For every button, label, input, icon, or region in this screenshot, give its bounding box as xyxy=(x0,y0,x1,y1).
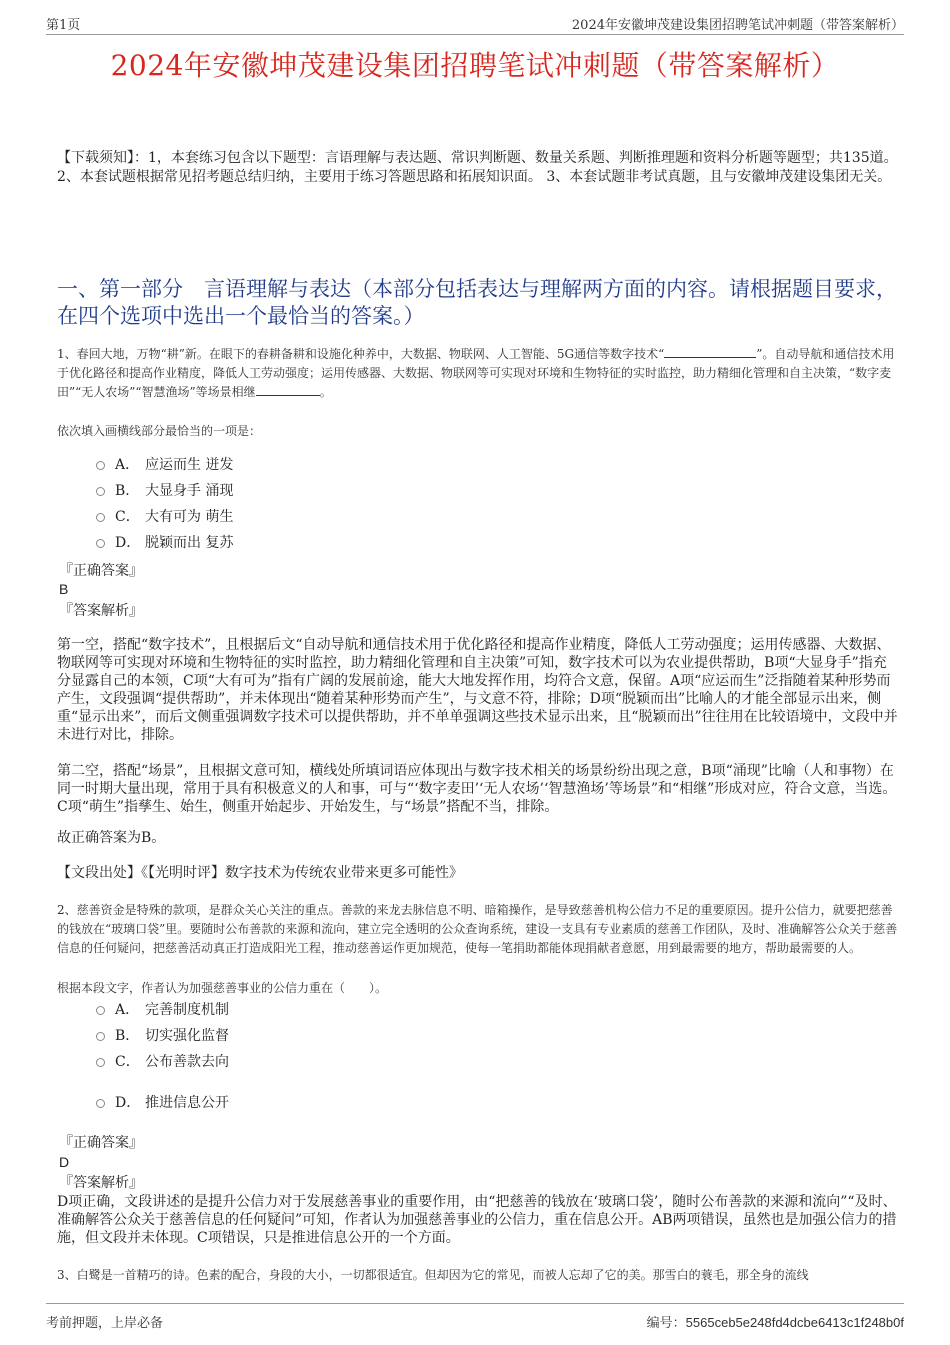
correct-answer: D xyxy=(59,1154,70,1170)
page-number: 第1页 xyxy=(46,18,81,33)
radio-icon[interactable] xyxy=(96,539,105,548)
page-footer xyxy=(46,1303,904,1334)
question-2-prompt: 根据本段文字，作者认为加强慈善事业的公信力重在（ ）。 xyxy=(57,981,388,995)
question-1-prompt: 依次填入画横线部分最恰当的一项是： xyxy=(57,424,262,438)
radio-icon[interactable] xyxy=(96,487,105,496)
radio-icon[interactable] xyxy=(96,513,105,522)
question-2-stem: 2、慈善资金是特殊的款项，是群众关心关注的重点。善款的来龙去脉信息不明、暗箱操作，是导致慈善机构公信力不足的重要原因。提升公信力，就要把慈善的钱放在“玻璃口袋”里。要随时公布善款的来源和流向，建立完全透明的公众查询系统，建设一支具有专业素质的慈善工作团队，及时、准确解答公众关于慈善信息的任何疑问，把慈善活动真正打造成阳光工程，推动慈善运作更加规范，使每一笔捐助都能体现捐献者意愿，用到最需要的地方，帮助最需要的人。 xyxy=(57,903,898,955)
option-a[interactable]: A． 应运而生 迸发 xyxy=(96,455,233,475)
analysis-label: 『答案解析』 xyxy=(59,1175,143,1191)
option-a[interactable]: A． 完善制度机制 xyxy=(96,1000,229,1020)
footer-slogan: 考前押题，上岸必备 xyxy=(46,1316,164,1331)
option-d[interactable]: D． 推进信息公开 xyxy=(96,1093,229,1113)
document-code: 编号：5565ceb5e248fd4dcbe6413c1f248b0f xyxy=(646,1315,904,1331)
analysis-paragraph-2: 第二空，搭配“场景”，且根据文意可知，横线处所填词语应体现出与数字技术相关的场景纷纷出现之意，B项“涌现”比喻（人和事物）在同一时期大量出现，常用于具有积极意义的人和事，可与“‘数字麦田’‘无人农场’‘智慧渔场’等场景”和“相继”形成对应，符合文意，当选。C项“萌生”指孳生、始生，侧重开始起步、开始发生，与“场景”搭配不当，排除。 xyxy=(57,763,897,815)
question-3-stem: 3、白鹭是一首精巧的诗。色素的配合，身段的大小，一切都很适宜。但却因为它的常见，而被人忘却了它的美。那雪白的蓑毛，那全身的流线 xyxy=(57,1268,809,1282)
option-c[interactable]: C． 公布善款去向 xyxy=(96,1052,229,1072)
option-d[interactable]: D． 脱颖而出 复苏 xyxy=(96,533,233,553)
header-doc-title: 2024年安徽坤茂建设集团招聘笔试冲刺题（带答案解析） xyxy=(571,18,904,33)
option-b[interactable]: B． 切实强化监督 xyxy=(96,1026,229,1046)
radio-icon[interactable] xyxy=(96,1006,105,1015)
correct-answer-label: 『正确答案』 xyxy=(59,563,143,579)
question-1-stem: 1、春回大地，万物“耕”新。在眼下的春耕备耕和设施化种养中，大数据、物联网、人工智能、5G通信等数字技术“ ”。自动导航和通信技术用于优化路径和提高作业精度，降低人工劳动强度；运用传感器、大数据、物联网等可实现对环境和生物特征的实时监控，助力精细化管理和自主决策，“数字麦田”“无人农场”“智慧渔场”等场景相继 。 xyxy=(57,347,895,399)
text-source: 【文段出处】《【光明时评】数字技术为传统农业带来更多可能性》 xyxy=(57,865,463,881)
section-heading: 一、第一部分 言语理解与表达（本部分包括表达与理解两方面的内容。请根据题目要求，在四个选项中选出一个最恰当的答案。） xyxy=(57,277,897,328)
fill-blank xyxy=(256,384,320,396)
analysis-paragraph-1: 第一空，搭配“数字技术”，且根据后文“自动导航和通信技术用于优化路径和提高作业精度，降低人工劳动强度；运用传感器、大数据、物联网等可实现对环境和生物特征的实时监控，助力精细化管理和自主决策”可知，数字技术可以为农业提供帮助，B项“大显身手”指充分显露自己的本领，C项“大有可为”指有广阔的发展前途，能大大地发挥作用，均符合文意，保留。A项“应运而生”泛指随着某种形势而产生，文段强调“提供帮助”，并未体现出“随着某种形势而产生”，与文意不符，排除；D项“脱颖而出”比喻人的才能全部显示出来，侧重“显示出来”，而后文侧重强调数字技术可以提供帮助，并不单单强调这些技术显示出来，且“脱颖而出”往往用在比较语境中，文段中并未进行对比，排除。 xyxy=(57,637,898,743)
document-title: 2024年安徽坤茂建设集团招聘笔试冲刺题（带答案解析） xyxy=(110,49,840,82)
radio-icon[interactable] xyxy=(96,1099,105,1108)
correct-answer: B xyxy=(59,581,69,597)
analysis-paragraph: D项正确，文段讲述的是提升公信力对于发展慈善事业的重要作用，由“把慈善的钱放在‘玻璃口袋’，随时公布善款的来源和流向”“及时、准确解答公众关于慈善信息的任何疑问”可知，作者认为加强慈善事业的公信力，重在信息公开。AB两项错误，虽然也是加强公信力的措施，但文段并未体现。C项错误，只是推进信息公开的一个方面。 xyxy=(57,1194,897,1246)
option-c[interactable]: C． 大有可为 萌生 xyxy=(96,507,233,527)
radio-icon[interactable] xyxy=(96,1058,105,1067)
page-header xyxy=(46,14,904,35)
radio-icon[interactable] xyxy=(96,461,105,470)
analysis-conclusion: 故正确答案为B。 xyxy=(57,830,166,846)
fill-blank xyxy=(664,346,756,358)
correct-answer-label: 『正确答案』 xyxy=(59,1135,143,1151)
radio-icon[interactable] xyxy=(96,1032,105,1041)
option-b[interactable]: B． 大显身手 涌现 xyxy=(96,481,233,501)
analysis-label: 『答案解析』 xyxy=(59,603,143,619)
download-notice: 【下载须知】：1，本套练习包含以下题型：言语理解与表达题、常识判断题、数量关系题、判断推理题和资料分析题等题型；共135道。 2、本套试题根据常见招考题总结归纳，主要用于练习答题思路和拓展知识面。 3、本套试题非考试真题，且与安徽坤茂建设集团无关。 xyxy=(57,150,898,185)
